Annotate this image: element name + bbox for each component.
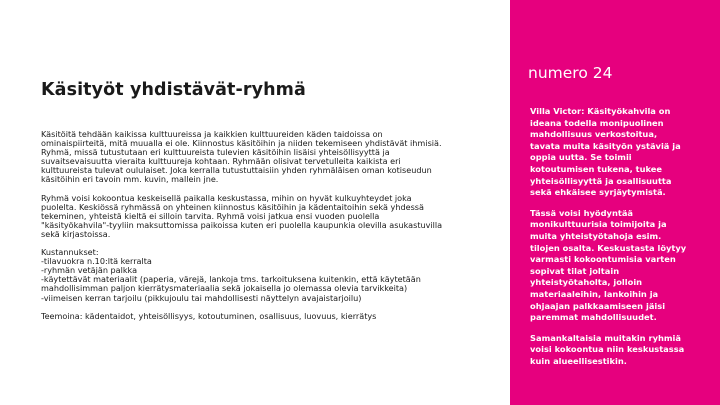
text-line: käsitöihin eri tavoin mm. kuvin, mallein jne.	[41, 174, 219, 185]
text-line: -tilavuokra n.10:ltä kerralta	[41, 256, 152, 267]
text-line: tilojen osalta. Keskustasta löytyy	[530, 242, 687, 253]
text-line: ominaispiirteitä, mitä muualla ei ole. Kiinnostus käsitöihin ja niiden tekemiseen yhdistävät ihmisiä.	[41, 138, 442, 149]
text-line: suvaitsevaisuutta vieraita kulttuureja kohtaan. Ryhmään olisivat tervetulleita kaikista eri	[41, 156, 401, 167]
text-line: Ryhmä voisi kokoontua keskeisellä paikalla keskustassa, mihin on hyvät kulkuyhteydet joka	[41, 192, 412, 203]
text-line: mahdollisuus verkostoitua,	[530, 129, 658, 140]
panel-title: numero 24	[528, 64, 613, 82]
slide-title: Käsityöt yhdistävät-ryhmä	[41, 80, 306, 100]
intro-paragraph	[41, 130, 481, 185]
meeting-paragraph	[41, 194, 481, 239]
text-line: sekä kirjastoissa.	[41, 228, 111, 239]
text-line: kulttuureista tulevat oululaiset. Joka kerralla tutustuttaisiin yhden ryhmäläisen oman kotiseudun	[41, 165, 432, 176]
text-line: Villa Victor: Käsityökahvila on	[530, 106, 671, 116]
slide-body	[41, 130, 481, 330]
text-line: Kustannukset:	[41, 247, 99, 258]
slide-content	[41, 0, 481, 405]
themes-paragraph	[41, 312, 481, 321]
text-line: "käsityökahvila"-tyyliin maksuttomissa paikoissa kuten eri puolella kaupunkia olevilla asukastuvilla	[41, 219, 443, 230]
panel-paragraph	[530, 333, 710, 368]
text-line: ideana todella monipuolinen	[530, 117, 664, 128]
comment-panel	[510, 0, 720, 405]
text-line: ohjaajan palkkaamiseen jäisi	[530, 300, 666, 311]
text-line: varmasti kokoontumisia varten	[530, 254, 676, 265]
text-line: -ryhmän vetäjän palkka	[41, 265, 138, 276]
text-line: kotoutumisen tukena, tukee	[530, 163, 663, 174]
text-line: sopivat tilat joltain	[530, 265, 620, 276]
text-line: yhteisöllisyyttä ja osallisuutta	[530, 175, 672, 186]
text-line: -käytettävät materiaalit (paperia, värejä, lankoja tms. tarkoituksena kuitenkin, että käytetään	[41, 274, 421, 285]
text-line: Tässä voisi hyödyntää	[530, 207, 634, 218]
text-line: Teemoina: kädentaidot, yhteisöllisyys, kotoutuminen, osallisuus, luovuus, kierrätys	[41, 310, 377, 321]
text-line: kuin alueellisestikin.	[530, 355, 627, 366]
text-line: monikulttuurisia toimijoita ja	[530, 219, 667, 230]
text-line: puolelta. Keskiössä ryhmässä on yhteinen kiinnostus käsitöihin ja kädentaitoihin sekä yhdessä	[41, 201, 424, 212]
text-line: sekä ehkäisee syrjäytymistä.	[530, 187, 666, 198]
panel-body	[530, 106, 710, 376]
text-line: Käsitöitä tehdään kaikissa kulttuureissa ja kaikkien kulttuureiden käden taidoissa on	[41, 129, 383, 139]
text-line: tekeminen, yhteistä kieltä ei silloin tarvita. Ryhmä voisi jatkua ensi vuoden puolella	[41, 210, 380, 221]
text-line: Ryhmä, missä tutustutaan eri kulttuureista tulevien käsitöihin lisäisi yhteisöllisyyttä ja	[41, 147, 390, 158]
costs-paragraph	[41, 248, 481, 303]
text-line: tavata muita käsityön ystäviä ja	[530, 140, 681, 151]
text-line: paremmat mahdollisuudet.	[530, 312, 657, 323]
text-line: voisi kokoontua niin keskustassa	[530, 344, 685, 355]
text-line: Samankaltaisia muitakin ryhmiä	[530, 332, 681, 343]
text-line: oppia uutta. Se toimii	[530, 152, 632, 163]
panel-paragraph	[530, 208, 710, 324]
panel-paragraph	[530, 106, 710, 199]
text-line: mahdollisimman paljon kierrätysmateriaalia sekä jokaisella jo olemassa olevia tarvikkeita)	[41, 283, 408, 294]
text-line: -viimeisen kerran tarjoilu (pikkujoulu tai mahdollisesti näyttelyn avajaistarjoilu)	[41, 292, 362, 303]
text-line: muita yhteistyötahoja esim.	[530, 230, 662, 241]
text-line: materiaaleihin, lankoihin ja	[530, 288, 659, 299]
text-line: yhteistyötaholta, jolloin	[530, 277, 643, 288]
